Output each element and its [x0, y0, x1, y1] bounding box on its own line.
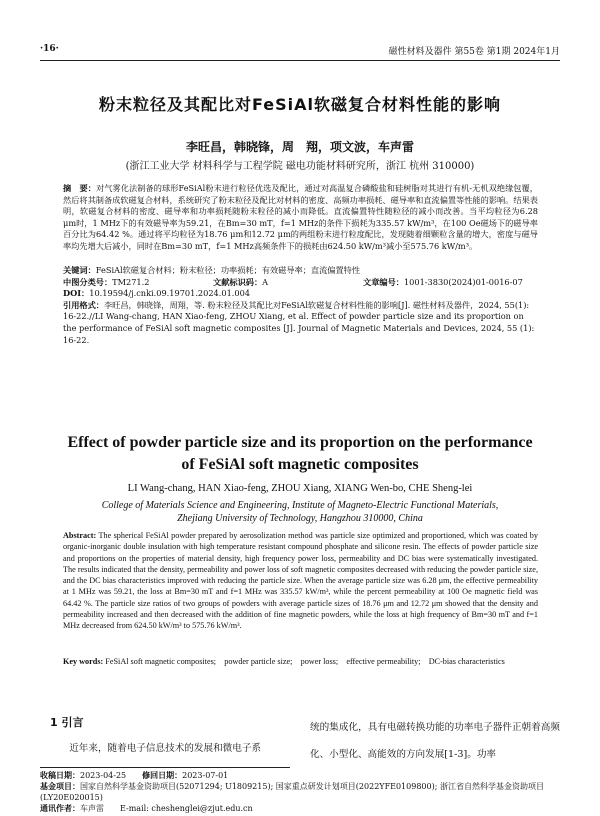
abstract-en	[63, 530, 538, 632]
received-date: 2023-04-25	[80, 771, 127, 780]
cite-label: 引用格式：	[63, 299, 104, 310]
corr-text: 车声雷 E-mail: cheshenglei@zjut.edu.cn	[80, 804, 253, 813]
header-rule	[40, 60, 560, 61]
citation	[63, 300, 538, 346]
article-meta	[63, 265, 538, 346]
running-header	[40, 44, 560, 58]
title-en-line1: Effect of powder particle size and its proportion on the performance	[67, 434, 533, 451]
fund-row	[40, 781, 570, 803]
keywords-cn-text: FeSiAl软磁复合材料；粉末粒径；功率损耗；有效磁导率；直流偏置特性	[95, 265, 361, 275]
keywords-en-text: FeSiAl soft magnetic composites; powder particle size; power loss; effective permeability; DC-bias characteristics	[105, 657, 505, 666]
page-number: ·16·	[40, 44, 59, 54]
revised-label: 修回日期：	[142, 770, 183, 780]
authors-cn: 李旺昌，韩晓锋，周 翔，项文波，车声雷	[185, 140, 414, 154]
affiliation-en-line1: College of Materials Science and Engineering, Institute of Magneto-Electric Functional Materials,	[101, 500, 499, 511]
article-no-label: 文章编号：	[363, 276, 404, 287]
footnote	[40, 770, 570, 814]
title-en-line2: of FeSiAl soft magnetic composites	[181, 456, 419, 473]
dates-row	[40, 770, 570, 781]
revised-date: 2023-07-01	[182, 771, 229, 780]
section-heading: 1 引言	[50, 716, 84, 729]
abstract-en-text: The spherical FeSiAl powder prepared by aerosolization method was particle size optimized and proportioned, which was coated by organic-inorganic double insulation with high temperature resistant compound phosphate and silicone resin. The effects of powder particle size and proportions on the properties of material density, high frequency power loss, permeability and DC bias were systematically investigated. The results indicated that the density, permeability and power loss of soft magnetic composites decreased with reducing the powder particle size, and the DC bias characteristics improved with reducing the particle size. When the average particle size was 6.28 μm, the effective permeability at 1 MHz was 59.21, the loss at Bm=30 mT and f=1 MHz was 335.57 kW/m³, while the percent permeability at 100 Oe magnetic field was 64.42 %. The particle size ratios of two groups of powders with average particle sizes of 18.76 μm and 12.72 μm showed that the density and permeability increased and then decreased with the addition of fine magnetic powders, while the loss at high frequency of Bm=30 mT and f=1 MHz decreased from 624.50 kW/m³ to 575.76 kW/m³.	[63, 531, 538, 631]
fund-text: 国家自然科学基金资助项目(52071294; U1809215); 国家重点研发计划项目(2022YFE0109800); 浙江省自然科学基金资助项目(LY20E020015)	[40, 782, 544, 802]
body-col1: 近年来，随着电子信息技术的发展和微电子系	[69, 743, 262, 754]
journal-info: 磁性材料及器件 第55卷 第1期 2024年1月	[388, 47, 560, 57]
keywords-cn-label: 关键词：	[63, 265, 96, 275]
title-en	[0, 432, 600, 476]
authors-en: LI Wang-chang, HAN Xiao-feng, ZHOU Xiang, XIANG Wen-bo, CHE Sheng-lei	[127, 483, 473, 494]
affiliation-cn: (浙江工业大学 材料科学与工程学院 磁电功能材料研究所，浙江 杭州 310000)	[125, 161, 475, 172]
keywords-en	[63, 656, 538, 667]
title-cn: 粉末粒径及其配比对FeSiAl软磁复合材料性能的影响	[98, 95, 501, 114]
affiliation-en-line2: Zhejiang University of Technology, Hangzhou 310000, China	[177, 513, 423, 524]
keywords-en-label: Key words:	[63, 657, 104, 666]
keywords-cn	[63, 265, 538, 277]
article-no-value: 1001-3830(2024)01-0016-07	[403, 276, 523, 287]
doi-label: DOI：	[63, 288, 90, 299]
abstract-cn-text: 对气雾化法制备的球形FeSiAl粉末进行粒径优选及配比，通过对高温复合磷酸盐和硅树脂对其进行有机-无机双绝缘包覆，然后将其制备成软磁复合材料，系统研究了粉末粒径及配比对材料的密度、高频功率损耗、磁导率和直流偏置等性能的影响。结果表明，软磁复合材料的密度、磁导率和功率损耗随粉末粒径的减小而降低。直流偏置特性随粒径的减小而改善。当平均粒径为6.28 μm时，1 MHz下的有效磁导率为59.21，在Bm=30 mT，f=1 MHz的条件下损耗为335.57 kW/m³，在100 Oe磁场下的磁导率百分比为64.42 %。通过将平均粒径为18.76 μm和12.72 μm的两组粉末进行粒度配比，发现随着细颗粒含量的增大，密度与磁导率均先增大后减小，同时在Bm=30 mT，f=1 MHz高频条件下的损耗由624.50 kW/m³减小至575.76 kW/m³。	[63, 183, 538, 251]
clc-label: 中图分类号：	[63, 276, 113, 287]
classification-row	[63, 277, 538, 289]
abstract-cn	[63, 183, 538, 253]
doc-code-label: 文献标识码：	[213, 276, 263, 287]
doi-value: 10.19594/j.cnki.09.19701.2024.01.004	[89, 288, 251, 299]
affiliation-en	[0, 499, 600, 525]
received-label: 收稿日期：	[40, 770, 80, 780]
abstract-en-label: Abstract:	[63, 531, 97, 540]
doi-row	[63, 288, 538, 300]
clc-value: TM271.2	[112, 276, 150, 287]
cite-en: //LI Wang-chang, HAN Xiao-feng, ZHOU Xiang, et al. Effect of powder particle size and its proportion on the performance of FeSiAl soft magnetic composites [J]. Journal of Magnetic Materials and Devices, 2024, 55 (1): 16-22.	[63, 311, 535, 345]
abstract-cn-label: 摘 要：	[63, 183, 96, 193]
corr-row	[40, 803, 570, 814]
fund-label: 基金项目：	[40, 781, 80, 791]
doc-code-value: A	[262, 276, 269, 287]
body-col2: 统的集成化，具有电磁转换功能的功率电子器件正朝着高频化、小型化、高能效的方向发展[1-3]。功率	[310, 722, 560, 760]
footnote-rule	[40, 767, 290, 768]
corr-label: 通讯作者：	[40, 803, 80, 813]
cite-cn: 李旺昌，韩晓锋，周翔，等. 粉末粒径及其配比对FeSiAl软磁复合材料性能的影响[J]. 磁性材料及器件，2024, 55(1): 16-22.	[63, 299, 530, 322]
